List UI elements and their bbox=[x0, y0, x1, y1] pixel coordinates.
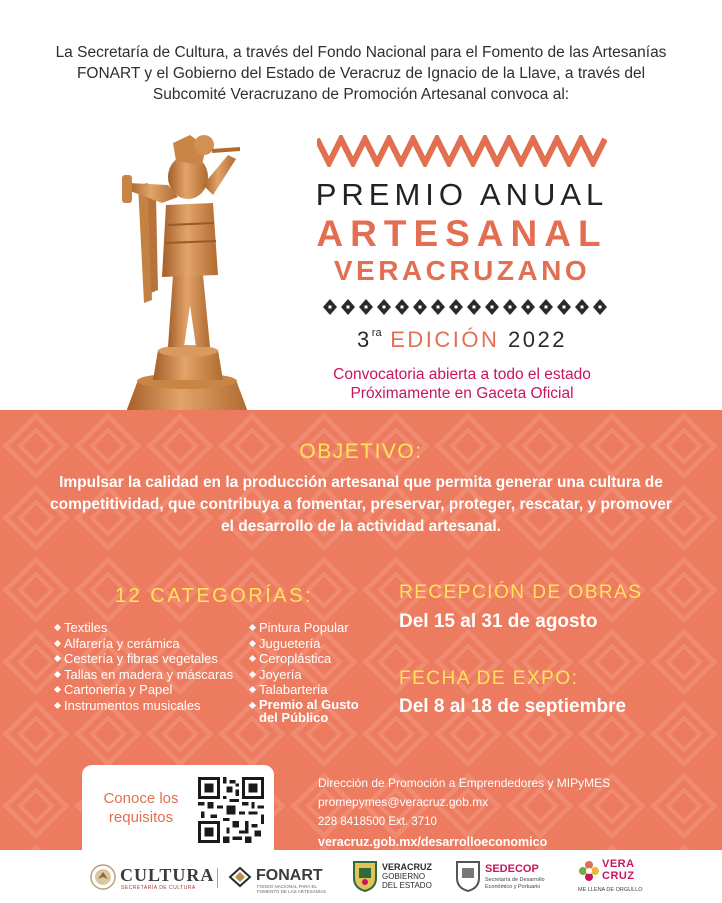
logos-footer bbox=[0, 850, 722, 903]
diamond-ornament bbox=[317, 295, 607, 319]
expo-title: FECHA DE EXPO: bbox=[399, 668, 579, 689]
fonart-mark-icon bbox=[228, 866, 252, 888]
gazette-text: Próximamente en Gaceta Oficial bbox=[350, 385, 574, 402]
wooden-statue-image bbox=[118, 125, 258, 412]
edition-number: 3 bbox=[357, 327, 372, 352]
category-item: Cartonería y Papel bbox=[54, 682, 233, 698]
info-section bbox=[0, 410, 722, 850]
logo-divider bbox=[217, 868, 218, 888]
edition-year: 2022 bbox=[507, 327, 567, 352]
vc-line-1: VERA bbox=[602, 858, 635, 870]
contact-email[interactable]: promepymes@veracruz.gob.mx bbox=[318, 795, 489, 809]
vc-line-2: CRUZ bbox=[602, 870, 635, 882]
veracruz-shield-icon bbox=[352, 860, 378, 892]
qr-code-image[interactable] bbox=[198, 777, 264, 843]
sedecop-tag: Secretaría de Desarrollo Económico y Portuario bbox=[485, 877, 545, 890]
reception-date: Del 15 al 31 de agosto bbox=[399, 611, 598, 632]
contact-phone: 228 8418500 Ext. 3710 bbox=[318, 816, 437, 828]
objective-title: OBJETIVO: bbox=[299, 440, 423, 463]
veracruz-logo-line-3: DEL ESTADO bbox=[382, 881, 432, 890]
reception-title: RECEPCIÓN DE OBRAS bbox=[399, 582, 643, 603]
open-call-text: Convocatoria abierta a todo el estado bbox=[333, 366, 591, 383]
edition-word: EDICIÓN bbox=[381, 327, 508, 352]
categories-list-2 bbox=[249, 620, 359, 725]
category-item: Talabartería bbox=[249, 682, 359, 698]
category-item: Tallas en madera y máscaras bbox=[54, 667, 233, 683]
title-line-2: ARTESANAL bbox=[316, 213, 608, 254]
cultura-name: CULTURA bbox=[120, 865, 215, 885]
category-item: Instrumentos musicales bbox=[54, 698, 233, 714]
special-category-line-2: del Público bbox=[259, 710, 329, 725]
title-line-1: PREMIO ANUAL bbox=[315, 177, 609, 212]
objective-text: Impulsar la calidad en la producción artesanal que permita generar una cultura de competitividad, que contribuya a fomentar, preservar, proteger, rescatar, y promover el desarrollo de la actividad artesanal. bbox=[50, 474, 672, 535]
flower-icon bbox=[578, 860, 600, 882]
fonart-name: FONART bbox=[256, 867, 323, 884]
special-category-line-1: Premio al Gusto bbox=[259, 696, 359, 712]
edition-suffix: ra bbox=[371, 327, 382, 339]
title-line-3: VERACRUZANO bbox=[333, 255, 591, 286]
sedecop-name: SEDECOP bbox=[485, 863, 539, 875]
category-item: Joyería bbox=[249, 667, 359, 683]
category-item: Textiles bbox=[54, 620, 233, 636]
expo-date: Del 8 al 18 de septiembre bbox=[399, 696, 627, 717]
edition-line bbox=[312, 327, 612, 353]
category-item: Alfarería y cerámica bbox=[54, 636, 233, 652]
veracruz-logo-line-1: VERACRUZ bbox=[382, 862, 433, 872]
qr-label: Conoce los requisitos bbox=[103, 790, 179, 826]
category-item: Pintura Popular bbox=[249, 620, 359, 636]
sedecop-shield-icon bbox=[455, 860, 481, 892]
contact-block bbox=[318, 776, 610, 850]
categories-list-1 bbox=[54, 620, 233, 713]
category-item-special bbox=[249, 698, 359, 725]
category-item: Ceroplástica bbox=[249, 651, 359, 667]
cultura-tag: SECRETARÍA DE CULTURA bbox=[121, 885, 196, 891]
eagle-seal-icon bbox=[90, 864, 116, 890]
fonart-tag: FONDO NACIONAL PARA EL FOMENTO DE LAS ARTESANÍAS bbox=[257, 884, 327, 894]
category-item: Cestería y fibras vegetales bbox=[54, 651, 233, 667]
header-section bbox=[0, 0, 722, 410]
veracruz-logo-line-2: GOBIERNO bbox=[382, 872, 426, 881]
category-item: Juguetería bbox=[249, 636, 359, 652]
award-title-block bbox=[312, 135, 612, 403]
vc-tag: ME LLENA DE ORGULLO bbox=[578, 887, 643, 893]
zigzag-ornament bbox=[317, 135, 607, 167]
contact-url[interactable]: veracruz.gob.mx/desarrolloeconomico bbox=[318, 835, 548, 849]
contact-office: Dirección de Promoción a Emprendedores y MIPyMES bbox=[318, 776, 611, 790]
qr-card[interactable] bbox=[82, 765, 274, 850]
categories-title: 12 CATEGORÍAS: bbox=[115, 585, 314, 607]
intro-text: La Secretaría de Cultura, a través del Fondo Nacional para el Fomento de las Artesanías FONART y el Gobierno del Estado de Veracruz de Ignacio de la Llave, a través del Subcomité Veracruzano de Promoción Artesanal convoca al: bbox=[55, 44, 667, 103]
